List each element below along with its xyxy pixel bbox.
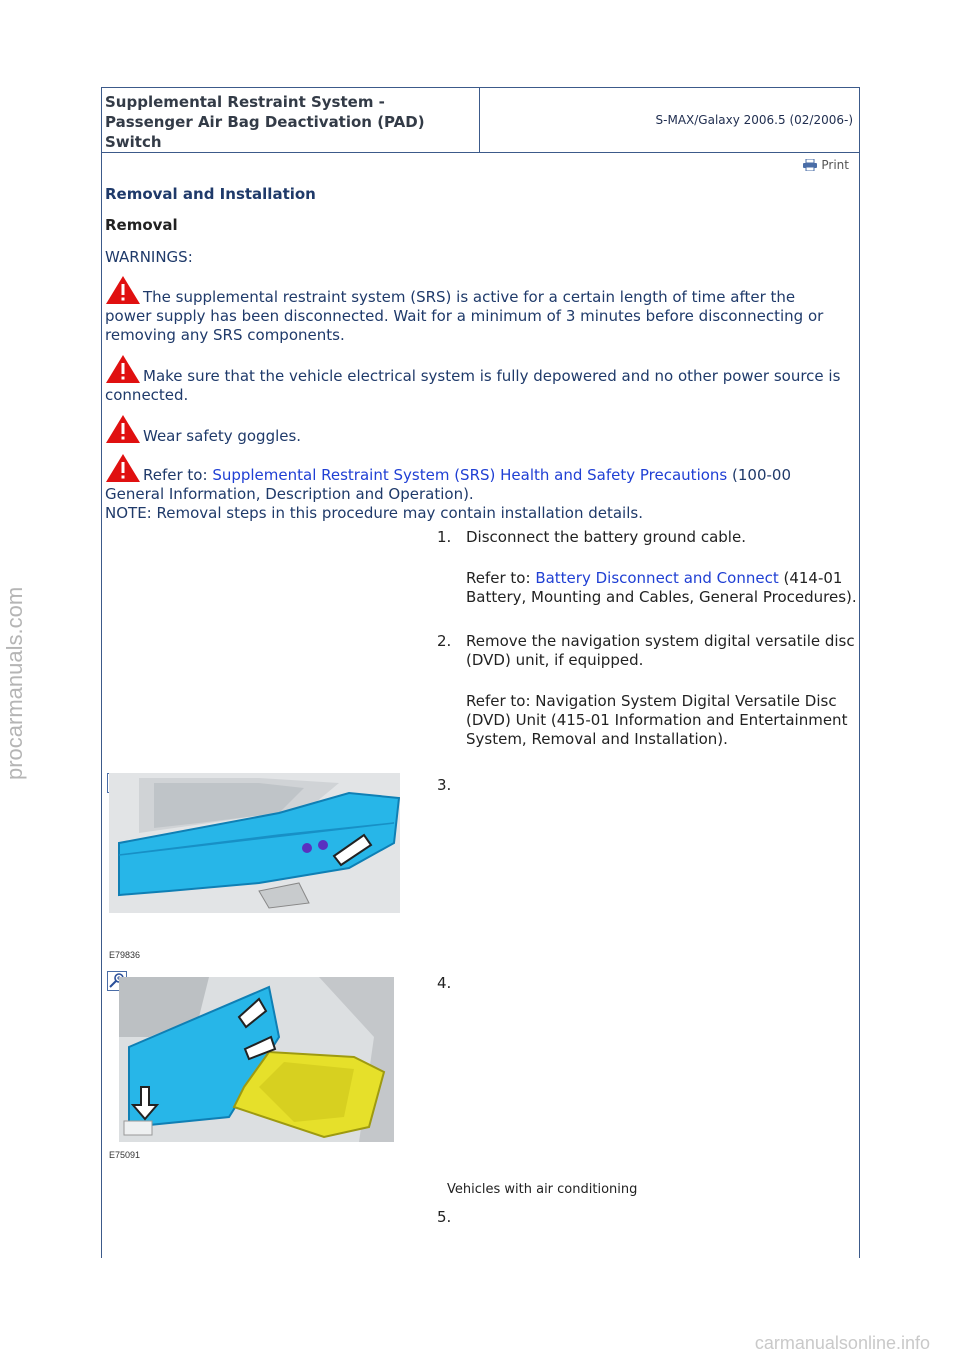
warning-triangle-icon — [105, 354, 141, 384]
step-reference: Refer to: Navigation System Digital Versatile Disc (DVD) Unit (415-01 Information and Entertainment System, Removal and Installation). — [466, 692, 848, 748]
warning-text: Wear safety goggles. — [143, 427, 302, 445]
caption-air-conditioning: Vehicles with air conditioning — [447, 1182, 638, 1197]
watermark-procarmanuals: procarmanuals.com — [2, 586, 27, 780]
step-body — [466, 528, 858, 607]
warning-srs-active — [105, 287, 845, 345]
figure-label: E75091 — [109, 1150, 141, 1160]
glovebox-trim-illustration — [109, 773, 400, 913]
document-frame — [101, 87, 860, 1258]
vehicle-model: S-MAX/Galaxy 2006.5 (02/2006-) — [655, 113, 853, 127]
warning-text: Refer to: — [143, 466, 213, 484]
step-number: 1. — [437, 528, 452, 546]
step-number: 5. — [437, 1208, 452, 1226]
step-number: 2. — [437, 632, 452, 650]
document-header — [102, 88, 859, 153]
section-heading: Removal and Installation — [105, 185, 316, 203]
warning-refer — [105, 465, 845, 504]
subsection-heading: Removal — [105, 216, 178, 234]
warning-text-suffix: (100-00 General Information, Description and Operation). — [105, 466, 791, 503]
reference-suffix: (414-01 Battery, Mounting and Cables, General Procedures). — [466, 569, 857, 606]
warning-goggles — [105, 426, 845, 446]
reference-prefix: Refer to: — [466, 569, 536, 587]
header-divider — [479, 88, 480, 152]
printer-icon — [803, 159, 817, 171]
step-reference — [466, 569, 858, 607]
page-title: Supplemental Restraint System - Passenger Air Bag Deactivation (PAD) Switch — [105, 93, 425, 151]
warnings-label: WARNINGS: — [105, 248, 193, 266]
print-label: Print — [821, 158, 849, 172]
step-1 — [437, 528, 857, 623]
figure-e79836[interactable] — [107, 773, 400, 963]
figure-e75091[interactable] — [107, 971, 400, 1160]
warning-triangle-icon — [105, 414, 141, 444]
warning-depowered — [105, 366, 845, 405]
step-number: 3. — [437, 776, 452, 794]
watermark-carmanualsonline: carmanualsonline.info — [754, 1333, 930, 1353]
note: NOTE: Removal steps in this procedure may contain installation details. — [105, 504, 643, 522]
step-text: Remove the navigation system digital versatile disc (DVD) unit, if equipped. — [466, 632, 855, 669]
step-2 — [437, 632, 857, 767]
step-number: 4. — [437, 974, 452, 992]
print-button[interactable] — [803, 158, 849, 172]
warning-text: The supplemental restraint system (SRS) is active for a certain length of time after the power supply has been disconnected. Wait for a minimum of 3 minutes before disconnecting or removing any SRS components. — [105, 288, 824, 344]
step-body — [466, 632, 858, 749]
battery-disconnect-link[interactable]: Battery Disconnect and Connect — [535, 569, 779, 587]
glovebox-liner-illustration — [119, 977, 394, 1142]
warning-triangle-icon — [105, 453, 141, 483]
figure-label: E79836 — [109, 950, 141, 960]
srs-precautions-link[interactable]: Supplemental Restraint System (SRS) Health and Safety Precautions — [212, 466, 728, 484]
warning-text: Make sure that the vehicle electrical system is fully depowered and no other power source is connected. — [105, 367, 841, 404]
step-text: Disconnect the battery ground cable. — [466, 528, 746, 546]
warning-triangle-icon — [105, 275, 141, 305]
